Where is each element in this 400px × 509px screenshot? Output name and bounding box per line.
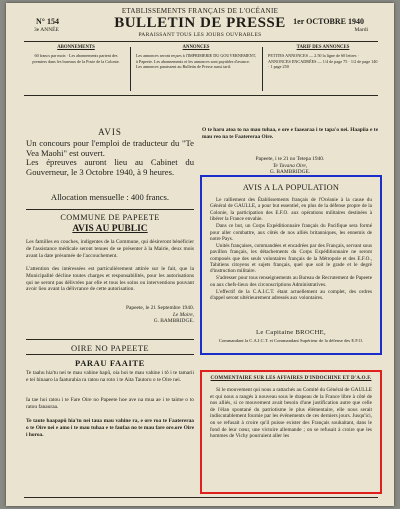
- section-rule: [24, 95, 378, 96]
- signature-title: Le Maire,: [172, 311, 194, 318]
- epreuves-text: Les épreuves auront lieu au Cabinet du Gouverneur, le 3 Octobre 1940, à 9 heures.: [26, 157, 194, 177]
- issue-weekday: Mardi: [354, 27, 368, 33]
- newspaper-page: [6, 3, 394, 506]
- indochine-commentary-box: [200, 370, 382, 494]
- signature-name: G. BAMBRIDGE.: [153, 318, 194, 325]
- population-paragraph: S'adresser pour tous renseignements au Bureau de Recrutement de Papeete ou aux chefs-lieux des circonscriptions Administratives.: [210, 275, 372, 288]
- indochine-heading: COMMENTAIRE SUR LES AFFAIRES D'INDOCHINE ET D'A.O.F.: [210, 376, 372, 381]
- rates-text: PETITES ANNONCES — 2.50 la ligne de 60 lettres · ANNONCES ENCADRÉES — 1/4 de page 75 · 1/2 de page 140 · 1 page 250: [268, 53, 378, 70]
- notice-title: Te Tavana Oire,: [272, 162, 308, 169]
- announcements-text: Les annonces seront reçues à l'IMPRIMERIE DU GOUVERNEMENT, à Papeete. Les abonnements et les annonces sont payables d'avance. Les annonces paraissent au Bulletin de Presse aussi tarif.: [136, 53, 256, 70]
- subscriptions-box: [28, 45, 124, 93]
- population-paragraph: Dans ce but, un Corps Expéditionnaire français du Pacifique sera formé pour aller combattre, aux côtés de nos alliés britanniques, les ennemis de notre Pays.: [210, 223, 372, 242]
- population-paragraph: Le ralliement des Établissements français de l'Océanie à la cause du Général de GAULLE, a pour but essentiel, en plus de la défense propre de la Colonie, la participation des E.F.O. aux opérations militaires destinées à libérer la France envahie.: [210, 197, 372, 223]
- concours-notice: [26, 139, 194, 177]
- issue-date: 1er OCTOBRE 1940: [293, 17, 364, 26]
- indochine-text: Si le mouvement qui nous a rattachés au Comité du Général de GAULLE et qui nous a rangés à nouveau sous le drapeau de la France libre à côté de nos alliés, si ce mouvement avait besoin d'une justification autre que celle de l'élan spontané du patriotisme le plus élémentaire, elle nous serait indiscutablement fournie par les événements de ces derniers jours. Jusqu'ici, on se refusait à croire qu'il puisse exister des Français souhaitant, dans le fond de leur cœur, une victoire allemande ; on se refusait à croire que les hommes de Vichy pourraient aller les: [210, 387, 372, 440]
- notice-place: Papeete, i te 21 no Tetepa 1940.: [255, 156, 325, 162]
- rates-heading: TARIF DES ANNONCES: [296, 45, 350, 50]
- avis-heading: AVIS: [98, 127, 122, 137]
- tahitian-paragraph-1: Te taahu hia'tu nei te mau vahine hapû, oia hoi te mau vahine i tô i te tamarii e tei hinaaro ia faaturahia ra ratou na roto i te Aita Tautoru o te Oire nei.: [26, 370, 194, 383]
- population-notice-box: [200, 175, 382, 355]
- divider: [262, 47, 263, 91]
- population-paragraph: L'effectif de la C.A.I.C.T. étant actuellement au complet, des ordres d'appel seront ultérieurement adressés aux volontaires.: [210, 288, 372, 302]
- bottom-rule: [24, 497, 378, 498]
- oire-heading: OIRE NO PAPEETE: [26, 339, 194, 353]
- year-label: 3e ANNÉE: [34, 27, 59, 33]
- notice-name: G. BAMBRIDGE.: [269, 169, 311, 176]
- population-paragraph: Unités françaises, commandées et encadrées par des Français, servant sous pavillon français, les détachements du Corps Expéditionnaire ne seront composés que des seuls volontaires français de la Métropole et des E.F.O., Tahitiens citoyens et sujets français, quel que soit le grade et le degré d'instruction militaire.: [210, 242, 372, 275]
- issue-number: N° 154: [36, 17, 59, 26]
- population-signature: Le Capitaine BROCHE,: [256, 329, 326, 336]
- rates-box: [268, 45, 378, 93]
- public-paragraph-2: L'attention des intéressées est particulièrement attirée sur le fait, que la Municipalité décline toutes charges et responsabilités, pour les autorisations qui ne seront pas délivrées par elle et tous les soins ou interventions pouvant avoir lieu avant la délivrance de cette autorisation.: [26, 266, 194, 293]
- tahitian-paragraph-2: Ia tae hoi ratou i te Fare Oire no Papeete hoe ave na mua ae i te taime o to ratou fanauraa.: [26, 397, 194, 410]
- population-signature-role: Commandant la C.A.I.C.T. et Commandant Supérieur de la défense des E.F.O.: [218, 338, 364, 343]
- publisher-line: ETABLISSEMENTS FRANÇAIS DE L'OCÉANIE: [121, 7, 279, 15]
- announcements-heading: ANNONCES: [182, 45, 210, 50]
- subscriptions-heading: ABONNEMENTS: [57, 45, 95, 50]
- tahitian-paragraph-3: Te taute haapapû hia'tu nei taua mau vahine ra, e ore roa te Faatereraa o te Oire nei e amo i te mau tuhaa e te faufaa no te mau fare ore.ore Oire i horoa.: [26, 418, 194, 438]
- paper-title: BULLETIN DE PRESSE: [114, 15, 286, 31]
- parau-heading: PARAU FAAITE: [26, 354, 194, 368]
- divider: [130, 47, 131, 91]
- population-heading: AVIS A LA POPULATION: [242, 183, 340, 192]
- subscriptions-text: 60 francs par mois · Les abonnements partent des premiers dans les bureaux de la Poste de la Colonie.: [32, 53, 120, 64]
- concours-text: Un concours pour l'emploi de traducteur du "Te Vea Maohi" est ouvert.: [26, 138, 194, 158]
- masthead-rule: [24, 41, 378, 42]
- tahitian-notice: O te haru atoa to na mau tuhaa, e ore e faaearaa i te tapa'o nei. Haapiia e te mau reo na te Faatereraa Oire.: [202, 127, 378, 140]
- announcements-box: [136, 45, 256, 93]
- mayor-signature: [26, 305, 194, 325]
- public-paragraph-1: Les familles en couches, indigentes de la Commune, qui désireront bénéficier de l'assistance médicale seront tenues de se présenter à la Mairie, deux mois avant la date présumée de l'accouchement.: [26, 239, 194, 259]
- tavana-signature: [202, 156, 378, 176]
- signature-place: Papeete, le 21 Septembre 1940.: [126, 305, 194, 311]
- allocation-line: Allocation mensuelle : 400 francs.: [50, 192, 170, 202]
- commune-heading: COMMUNE DE PAPEETE: [26, 209, 194, 222]
- avis-public-heading: AVIS AU PUBLIC: [72, 224, 148, 234]
- population-text: [210, 197, 372, 302]
- paper-subtitle: PARAISSANT TOUS LES JOURS OUVRABLES: [138, 32, 262, 38]
